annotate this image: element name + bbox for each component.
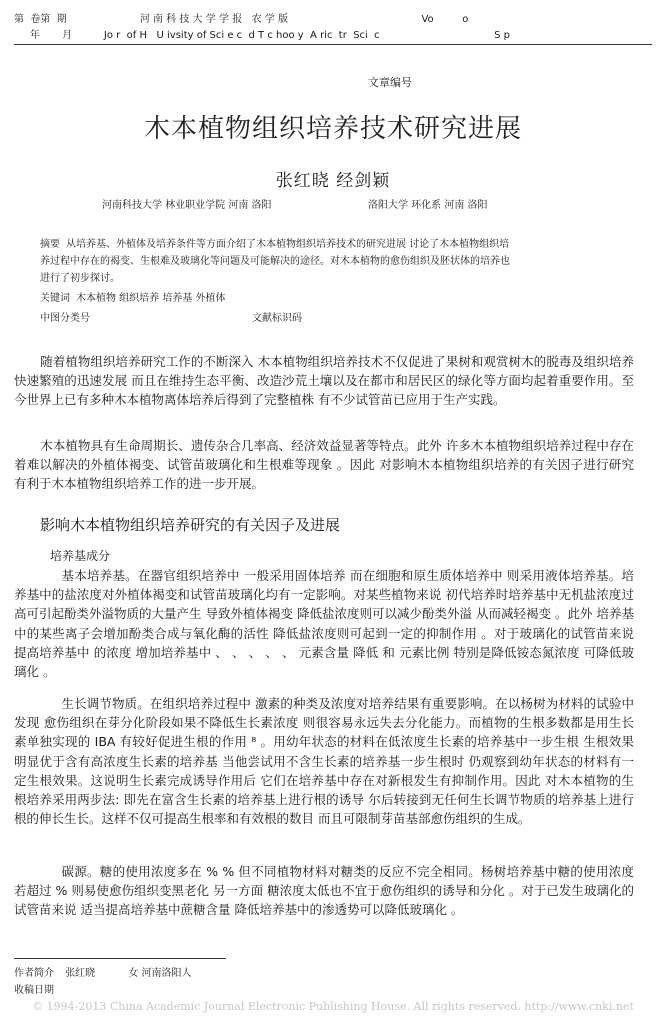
journal-header-line-2: 年 月 Jo r of H U ivsity of Sci e c d T c hoo y A ric tr Sci c S p	[14, 30, 510, 41]
footnote-divider	[14, 958, 226, 959]
body-paragraph-carbon-source: 碳源。糖的使用浓度多在 % % 但不同植物材料对糖类的反应不完全相同。杨树培养基中糖的使用浓度若超过 % 则易使愈伤组织变黑老化 另一方面 糖浓度太低也不宜于愈伤组织的诱导和分化 。对于已发生玻璃化的试管苗来说 适当提高培养基中蔗糖含量 降低培养基中的渗透势可以降低玻璃化 。	[14, 864, 634, 918]
clc-label: 中图分类号	[40, 313, 90, 324]
section-title: 影响木本植物组织培养研究的有关因子及进展	[40, 516, 341, 534]
affiliation-2: 洛阳大学 环化系 河南 洛阳	[368, 200, 488, 211]
keywords-text: 木本植物 组织培养 培养基 外植体	[76, 293, 226, 304]
author-bio-name: 张红晓	[65, 968, 96, 979]
abstract-label: 摘要	[40, 239, 60, 250]
article-number-label: 文章编号	[368, 76, 412, 89]
body-paragraph-growth-regulators: 生长调节物质。在组织培养过程中 激素的种类及浓度对培养结果有重要影响。在以杨树为材料的试验中发现 愈伤组织在芽分化阶段如果不降低生长素浓度 则很容易永远失去分化能力。而植物的生根多数都是用生长素单独实现的 IBA 有较好促进生根的作用 ⁸ 。用幼年状态的材料在低浓度生长素的培养基中一步生根 生根效果明显优于含有高浓度生长素的培养基 当他尝试用不含生长素的培养基一步生根时 仍观察到幼年状态的材料有一定生根效果。这说明生长素完成诱导作用后 它们在培养基中存在对新根发生有抑制作用。因此 对木本植物的生根培养采用两步法: 即先在富含生长素的培养基上进行根的诱导 尔后转接到无任何生长调节物质的培养基上进行根的伸长生长。这样不仅可提高生根率和有效根的数目 而且可限制芽苗基部愈伤组织的生成。	[14, 696, 634, 827]
doc-code-label: 文献标识码	[252, 313, 302, 324]
journal-header-line-1: 第 卷第 期 河 南 科 技 大 学 学 报 农 学 版 Vo o	[14, 14, 469, 25]
author-bio-info: 女 河南洛阳人	[128, 968, 192, 979]
abstract-text-2: 养过程中存在的褐变、生根难及玻璃化等问题及可能解决的途径。对木本植物的愈伤组织及胚状体的培养也	[40, 256, 510, 267]
intro-paragraph-1: 随着植物组织培养研究工作的不断深入 木本植物组织培养技术不仅促进了果树和观赏树木的脱毒及组织培养快速繁殖的迅速发展 而且在维持生态平衡、改造沙荒土壤以及在都市和居民区的绿化等方面均起着重要作用。至今世界上已有多种木本植物离体培养后得到了完整植株 有不少试管苗已应用于生产实践。	[14, 354, 634, 408]
subsection-title: 培养基成分	[50, 549, 111, 563]
body-paragraph-basal-medium: 基本培养基。在器官组织培养中 一般采用固体培养 而在细胞和原生质体培养中 则采用液体培养基。培养基中的盐浓度对外植体褐变和试管苗玻璃化均有一定影响。对某些植物来说 初代培养时培养基中无机盐浓度过高可引起酚类外溢物质的大量产生 导致外植体褐变 降低盐浓度则可以减少酚类外溢 从而减轻褐变 。此外 培养基中的某些离子会增加酚类合成与氧化酶的活性 降低盐浓度则可起到一定的抑制作用 。对于玻璃化的试管苗来说 提高培养基中 的浓度 增加培养基中 、 、 、 、 、 元素含量 降低 和 元素比例 特别是降低铵态氮浓度 可降低玻璃化 。	[14, 568, 634, 680]
affiliation-1: 河南科技大学 林业职业学院 河南 洛阳	[102, 200, 272, 211]
author-bio	[14, 964, 192, 979]
abstract-line-1	[40, 236, 626, 253]
received-date-label: 收稿日期	[14, 985, 54, 996]
keywords-label: 关键词	[40, 293, 70, 304]
abstract-text-3: 进行了初步探讨。	[40, 273, 120, 284]
abstract-text-1: 从培养基、外植体及培养条件等方面介绍了木本植物组织培养技术的研究进展 讨论了木本植物组织培	[66, 239, 510, 250]
article-authors: 张红晓 经剑颖	[275, 171, 391, 191]
article-title: 木本植物组织培养技术研究进展	[143, 114, 522, 144]
header-divider	[14, 44, 652, 45]
intro-paragraph-2: 木本植物具有生命周期长、遗传杂合几率高、经济效益显著等特点。此外 许多木本植物组织培养过程中存在着难以解决的外植体褐变、试管苗玻璃化和生根难等现象 。因此 对影响木本植物组织培养的有关因子进行研究 有利于木本植物组织培养工作的进一步开展。	[14, 438, 634, 492]
journal-header	[0, 10, 666, 44]
copyright-watermark: © 1994-2013 China Academic Journal Electronic Publishing House. All rights reserved. http://www.cnki.net	[32, 1000, 634, 1013]
classification-line	[40, 310, 626, 327]
keywords-line	[40, 290, 626, 307]
author-bio-label: 作者简介	[14, 968, 54, 979]
